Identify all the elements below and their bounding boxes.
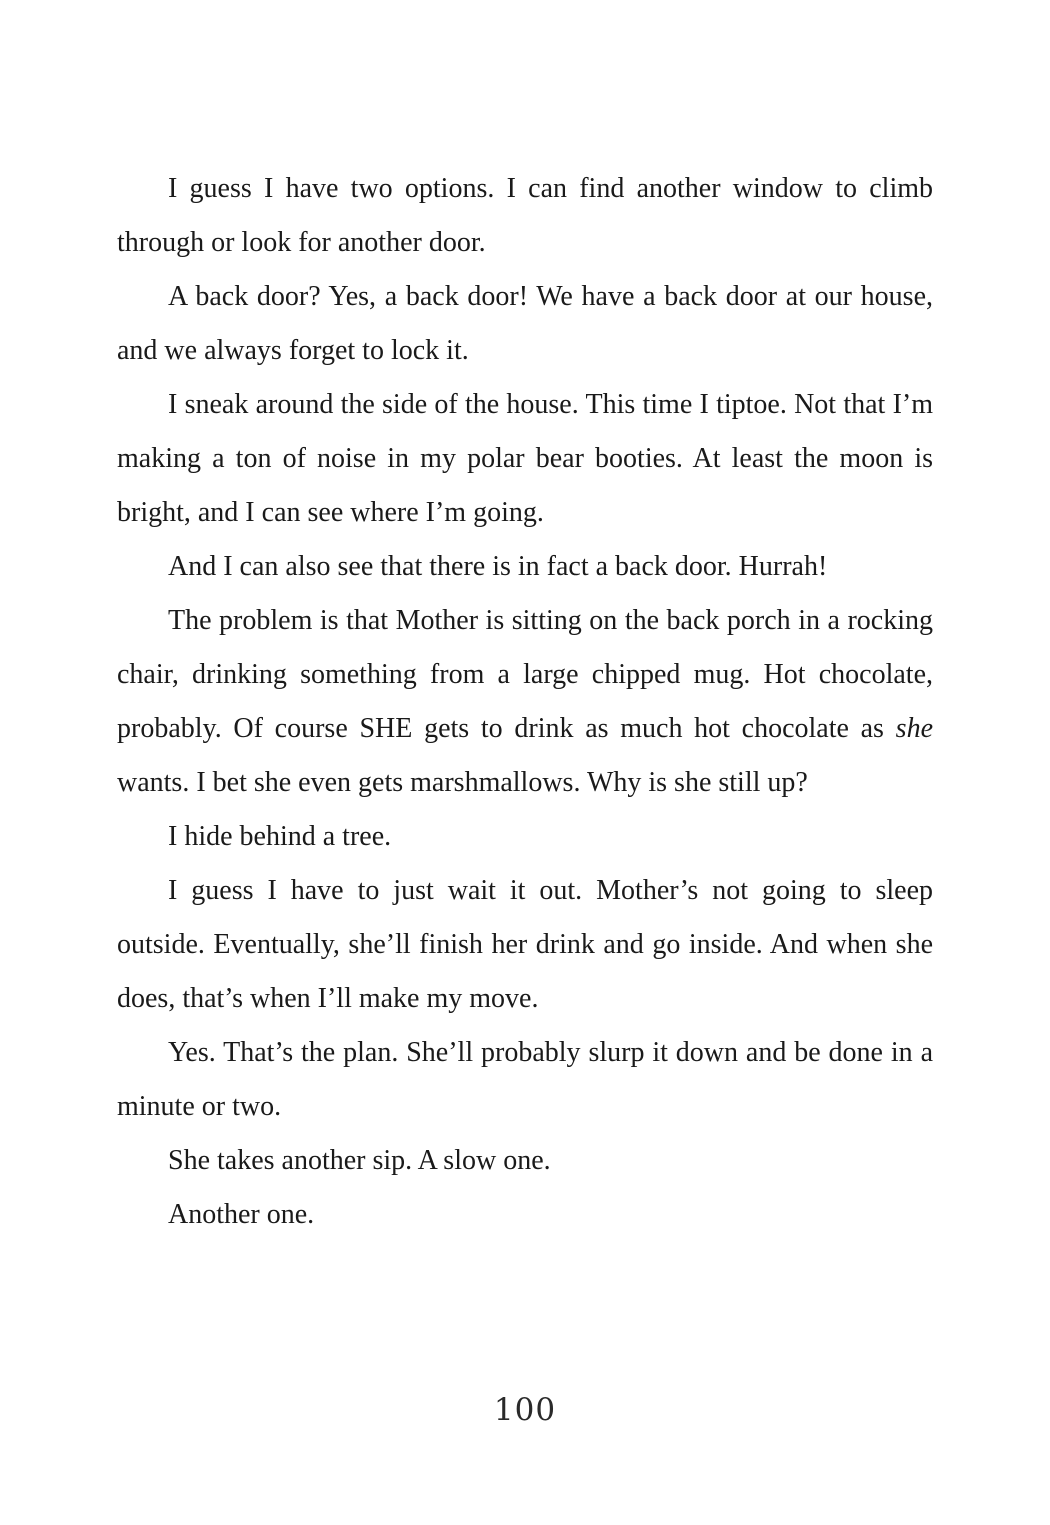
paragraph-8: Yes. That’s the plan. She’ll probably slurp it down and be done in a minute or two. (117, 1037, 933, 1122)
paragraph-5-text-a: The problem is that Mother is sitting on the back porch in a rocking chair, drinking something from a large chipped mug. Hot chocolate, probably. Of course SHE gets to drink as much hot chocolate as (117, 605, 933, 744)
paragraph-3: I sneak around the side of the house. This time I tiptoe. Not that I’m making a ton of noise in my polar bear booties. At least the moon is bright, and I can see where I’m going. (117, 389, 933, 528)
paragraph-6: I hide behind a tree. (168, 821, 392, 852)
paragraph-4: And I can also see that there is in fact a back door. Hurrah! (168, 551, 828, 582)
paragraph-10: Another one. (168, 1199, 315, 1230)
paragraph-5-text-b: wants. I bet she even gets marshmallows. Why is she still up? (117, 767, 808, 798)
paragraph-2: A back door? Yes, a back door! We have a back door at our house, and we always forget to lock it. (117, 281, 933, 366)
paragraph-9: She takes another sip. A slow one. (168, 1145, 551, 1176)
page-number: 100 (493, 1392, 557, 1428)
body-text (117, 162, 933, 1242)
paragraph-1: I guess I have two options. I can find another window to climb through or look for another door. (117, 173, 933, 258)
paragraph-5-emphasis: she (895, 713, 933, 744)
paragraph-7: I guess I have to just wait it out. Mother’s not going to sleep outside. Eventually, she’ll finish her drink and go inside. And when she does, that’s when I’ll make my move. (117, 875, 933, 1014)
paragraph-5 (117, 594, 933, 810)
